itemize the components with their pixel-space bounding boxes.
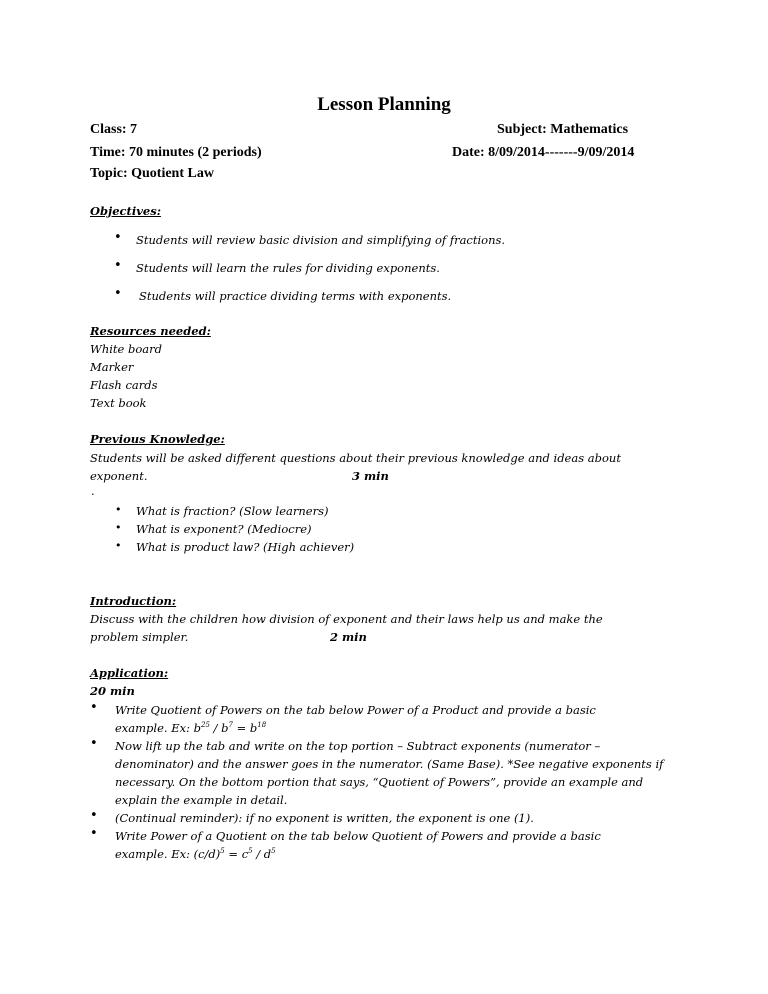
application-time: 20 min — [90, 684, 135, 698]
bullet-icon: • — [114, 230, 122, 245]
application-text: explain the example in detail. — [115, 793, 288, 807]
bullet-icon: • — [90, 700, 98, 715]
previous-knowledge-heading: Previous Knowledge: — [90, 432, 225, 446]
question-item: What is exponent? (Mediocre) — [136, 522, 312, 536]
application-example: example. Ex: $b^{25} / b^7 = b^{18}$ — [115, 721, 267, 735]
bullet-icon: • — [114, 258, 122, 273]
resource-item: Text book — [90, 396, 147, 410]
subject-label: Subject: Mathematics — [497, 122, 629, 137]
application-text: (Continual reminder): if no exponent is written, the exponent is one (1). — [115, 811, 534, 825]
resource-item: Marker — [90, 360, 134, 374]
class-label: Class: 7 — [90, 122, 138, 137]
bullet-icon: • — [90, 826, 98, 841]
topic-label: Topic: Quotient Law — [90, 166, 214, 181]
application-text: Write Quotient of Powers on the tab below Power of a Product and provide a basic — [115, 703, 596, 717]
question-item: What is product law? (High achiever) — [136, 540, 355, 554]
bullet-icon: • — [114, 286, 122, 301]
objective-item: Students will review basic division and simplifying of fractions. — [136, 233, 506, 247]
time-label: Time: 70 minutes (2 periods) — [90, 145, 262, 160]
date-label: Date: 8/09/2014-------9/09/2014 — [452, 145, 635, 160]
previous-knowledge-text: Students will be asked different questions about their previous knowledge and ideas about — [90, 451, 621, 465]
application-text: Write Power of a Quotient on the tab below Quotient of Powers and provide a basic — [115, 829, 601, 843]
introduction-text: problem simpler. — [90, 630, 189, 644]
page-title: Lesson Planning — [317, 94, 451, 115]
resource-item: White board — [90, 342, 162, 356]
resource-item: Flash cards — [90, 378, 158, 392]
introduction-heading: Introduction: — [90, 594, 177, 608]
application-text: denominator) and the answer goes in the numerator. (Same Base). *See negative exponents if — [115, 757, 664, 771]
bullet-icon: • — [90, 808, 98, 823]
application-text: necessary. On the bottom portion that says, “Quotient of Powers”, provide an example and — [115, 775, 644, 789]
previous-knowledge-text: exponent. — [90, 469, 148, 483]
bullet-icon: • — [115, 503, 122, 516]
stray-dot: . — [91, 484, 95, 498]
introduction-text: Discuss with the children how division of exponent and their laws help us and make the — [90, 612, 603, 626]
introduction-time: 2 min — [330, 630, 367, 644]
bullet-icon: • — [115, 539, 122, 552]
objective-item: Students will learn the rules for dividing exponents. — [136, 261, 440, 275]
resources-heading: Resources needed: — [90, 324, 211, 338]
application-heading: Application: — [90, 666, 169, 680]
bullet-icon: • — [115, 521, 122, 534]
application-text: Now lift up the tab and write on the top portion – Subtract exponents (numerator – — [115, 739, 601, 753]
objective-item: Students will practice dividing terms with exponents. — [139, 289, 452, 303]
application-example: example. Ex: $(c/d)^5 = c^5 / d^5$ — [115, 847, 276, 861]
previous-knowledge-time: 3 min — [352, 469, 389, 483]
question-item: What is fraction? (Slow learners) — [136, 504, 329, 518]
objectives-heading: Objectives: — [90, 204, 161, 218]
bullet-icon: • — [90, 736, 98, 751]
